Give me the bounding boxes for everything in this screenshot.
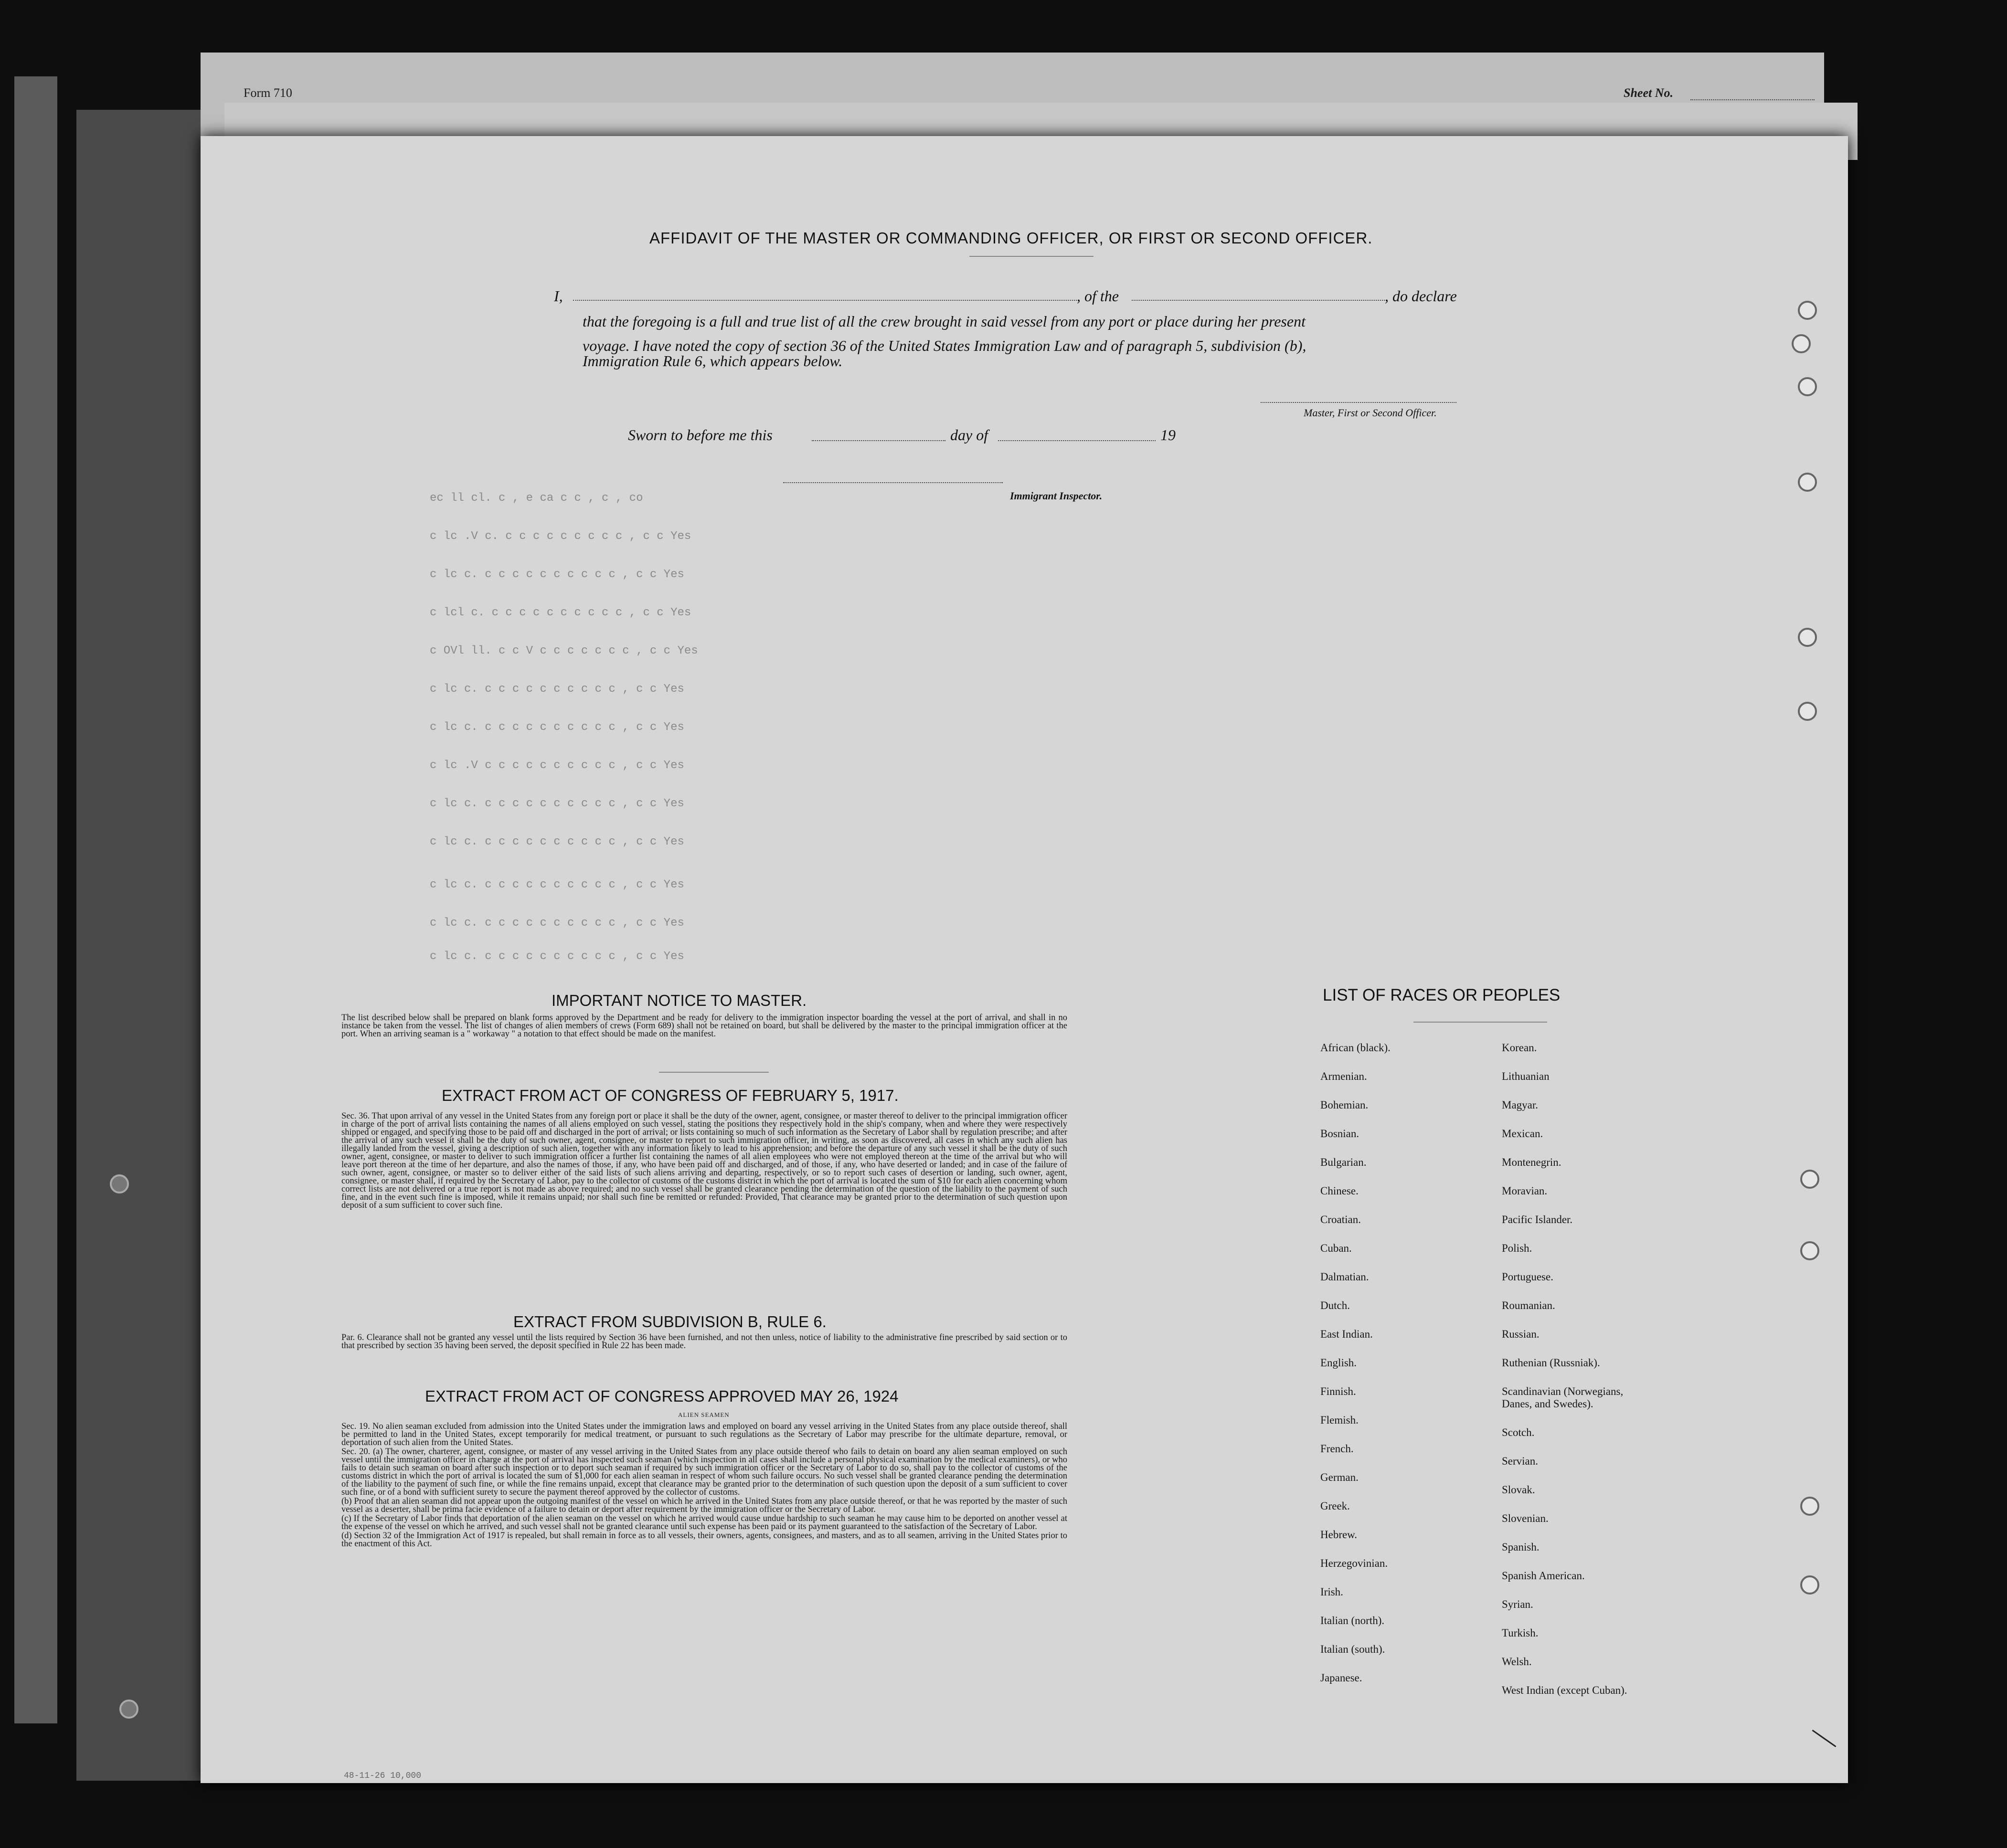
race-item: Roumanian. <box>1502 1299 1555 1311</box>
extract-1924-sec19: Sec. 19. No alien seaman excluded from admission into the United States under the immigration laws and employed on board any vessel arriving in the United States from any place outside thereof, shall be permitted to land in the United States, except temporarily for medical treatment, or pursuant to such regulations as the Secretary of Labor may prescribe for the ultimate departure, removal, or deportation of such alien from the United States. <box>341 1422 1067 1447</box>
races-rule <box>1413 1022 1547 1023</box>
race-item: Scandinavian (Norwegians, <box>1502 1385 1624 1397</box>
race-item: Armenian. <box>1320 1070 1367 1082</box>
extract-1924-sec20d: (d) Section 32 of the Immigration Act of 1917 is repealed, but shall remain in force as to all vessels, their owners, agents, consignees, and masters, and as to all seamen, arriving in the United States prior to the enactment of this Act. <box>341 1531 1067 1549</box>
extract-1924-sec20b: (b) Proof that an alien seaman did not appear upon the outgoing manifest of the vessel on which he arrived in the United States from any place outside thereof, or that he was reported by the master of such vessel as a deserter, shall be prima facie evidence of a failure to detain or deport after requirement by the immigration officer or the Secretary of Labor. <box>341 1497 1067 1514</box>
punch-hole <box>1798 702 1817 721</box>
affidavit-of-the-label: , of the <box>1077 287 1119 305</box>
race-item: Italian (south). <box>1320 1643 1385 1655</box>
punch-hole <box>1798 301 1817 320</box>
sworn-day-label: day of <box>950 426 988 444</box>
race-item: Syrian. <box>1502 1598 1533 1610</box>
extract-1924-subtitle: ALIEN SEAMEN <box>678 1411 730 1418</box>
sworn-day-number-field[interactable] <box>812 440 945 441</box>
affidavit-line-3: voyage. I have noted the copy of section 36 of the United States Immigration Law and of paragraph 5, subdivision (b), <box>583 337 1306 354</box>
print-code: 48-11-26 10,000 <box>344 1771 422 1781</box>
race-item: Russian. <box>1502 1328 1540 1340</box>
extract-rule6-body: Par. 6. Clearance shall not be granted any vessel until the lists required by Section 36 have been furnished, and not then unless, notice of liability to the administrative fine prescribed by said section or to that prescribed by section 35 having been served, the deposit specified in Rule 22 has been made. <box>341 1333 1067 1351</box>
notice-title: IMPORTANT NOTICE TO MASTER. <box>552 992 807 1009</box>
race-item: Croatian. <box>1320 1214 1361 1225</box>
race-item: German. <box>1320 1471 1359 1483</box>
race-item: Dalmatian. <box>1320 1271 1369 1283</box>
punch-hole <box>1798 377 1817 396</box>
race-item: Dutch. <box>1320 1299 1350 1311</box>
affidavit-line-4: Immigration Rule 6, which appears below. <box>583 352 843 370</box>
punch-hole <box>1800 1241 1819 1260</box>
extract-1924-sec20a: Sec. 20. (a) The owner, charterer, agent, consignee, or master of any vessel arriving in the United States from any place outside thereof who fails to detain on board any alien seaman employed on such vessel until the immigration officer in charge at the port of arrival has inspected such seaman (which inspection in all cases shall include a personal physical examination by the medical examiners), or who fails to detain such seaman on board after such inspection or to deport such seaman if required by such immigration officer or the Secretary of Labor to do so, shall pay to the collector of customs of the customs district in which the port of arrival is located the sum of $1,000 for each alien seaman in respect of whom such failure occurs. No such vessel shall be granted clearance pending the determination of the liability to the payment of such fine, or while the fine remains unpaid, except that clearance may be granted prior to the determination of such question upon the deposit of a sum sufficient to cover such fine, or of a bond with sufficient surety to secure the payment thereof approved by the collector of customs. <box>341 1447 1067 1497</box>
inspector-label: Immigrant Inspector. <box>1010 490 1103 502</box>
affidavit-title: AFFIDAVIT OF THE MASTER OR COMMANDING OFFICER, OR FIRST OR SECOND OFFICER. <box>649 229 1373 247</box>
race-item: Scotch. <box>1502 1426 1535 1438</box>
race-item: West Indian (except Cuban). <box>1502 1684 1627 1696</box>
left-binder-strip <box>14 76 57 1723</box>
extract-rule6-title: EXTRACT FROM SUBDIVISION B, RULE 6. <box>513 1313 827 1331</box>
race-item: Polish. <box>1502 1242 1532 1254</box>
race-item: Portuguese. <box>1502 1271 1553 1283</box>
race-item: Danes, and Swedes). <box>1502 1398 1593 1410</box>
punch-hole <box>1800 1170 1819 1189</box>
notice-rule <box>659 1072 769 1073</box>
race-item: Finnish. <box>1320 1385 1356 1397</box>
master-signature-label: Master, First or Second Officer. <box>1304 407 1437 419</box>
title-rule <box>969 256 1094 257</box>
race-item: Turkish. <box>1502 1627 1539 1639</box>
extract-1917-body: Sec. 36. That upon arrival of any vessel in the United States from any foreign port or place it shall be the duty of the owner, agent, consignee, or master thereof to deliver to the principal immigration officer in charge of the port of arrival lists containing the names of all aliens employed on such vessel, stating the positions they respectively hold in the ship's company, when and where they were respectively shipped or engaged, and specifying those to be paid off and discharged in the port of arrival; or lists containing so much of such information as the Secretary of Labor shall by regulation prescribe; and after the arrival of any such vessel it shall be the duty of such owner, agent, consignee, or master to report to such immigration officer, in writing, as soon as discovered, all cases in which any such alien has illegally landed from the vessel, giving a description of such alien, together with any information likely to lead to his apprehension; and before the departure of any such vessel it shall be the duty of such owner, agent, consignee, or master to deliver to such immigration officer a further list containing the names of all alien employees who were not employed thereon at the time of the arrival but who will leave port thereon at the time of her departure, and also the names of those, if any, who have been paid off and discharged, and of those, if any, who have deserted or landed; and in case of the failure of such owner, agent, consignee, or master so to deliver either of the said lists of such aliens arriving and departing, respectively, or so to report such cases of desertion or landing, such owner, agent, consignee, or master shall, if required by the Secretary of Labor, pay to the collector of customs of the customs district in which the port of arrival is located the sum of $10 for each alien concerning whom correct lists are not delivered or a true report is not made as above required; and no such vessel shall be granted clearance pending the determination of the question of the liability to the payment of such fine, and in the event such fine is imposed, while it remains unpaid; nor shall such fine be remitted or refunded: Provided, That clearance may be granted prior to the determination of such question upon deposit of a sum sufficient to cover such fine. <box>341 1111 1067 1210</box>
race-item: Servian. <box>1502 1455 1539 1467</box>
officer-name-field[interactable] <box>573 300 1077 301</box>
race-item: Flemish. <box>1320 1414 1359 1426</box>
underlying-sheet-left <box>76 110 205 1781</box>
form-number: Form 710 <box>244 86 292 100</box>
extract-1924-body <box>341 1423 1067 1549</box>
race-item: Japanese. <box>1320 1672 1362 1684</box>
race-item: English. <box>1320 1357 1357 1369</box>
punch-hole <box>1798 473 1817 492</box>
inspector-signature-field[interactable] <box>783 482 1003 483</box>
race-item: Slovenian. <box>1502 1512 1549 1524</box>
race-item: Hebrew. <box>1320 1529 1358 1541</box>
race-item: Bulgarian. <box>1320 1156 1367 1168</box>
affidavit-i-label: I, <box>554 287 563 305</box>
affidavit-declare-label: , do declare <box>1385 287 1457 305</box>
race-item: African (black). <box>1320 1042 1391 1054</box>
affidavit-line-2: that the foregoing is a full and true list of all the crew brought in said vessel from any port or place during her present <box>583 313 1306 330</box>
race-item: East Indian. <box>1320 1328 1373 1340</box>
sheet-number-label: Sheet No. <box>1624 86 1673 100</box>
race-item: Ruthenian (Russniak). <box>1502 1357 1600 1369</box>
race-item: Mexican. <box>1502 1128 1543 1140</box>
vessel-name-field[interactable] <box>1132 300 1385 301</box>
race-item: Welsh. <box>1502 1656 1532 1668</box>
punch-hole <box>110 1174 129 1193</box>
sheet-number-field <box>1690 99 1815 100</box>
race-item: Montenegrin. <box>1502 1156 1561 1168</box>
race-item: Italian (north). <box>1320 1615 1385 1626</box>
race-item: Irish. <box>1320 1586 1343 1598</box>
race-item: Chinese. <box>1320 1185 1359 1197</box>
race-item: Spanish American. <box>1502 1570 1585 1582</box>
race-item: Korean. <box>1502 1042 1537 1054</box>
race-item: Bosnian. <box>1320 1128 1359 1140</box>
master-signature-field[interactable] <box>1261 402 1456 403</box>
extract-1924-title: EXTRACT FROM ACT OF CONGRESS APPROVED MAY 26, 1924 <box>425 1387 899 1405</box>
punch-hole <box>119 1700 138 1719</box>
race-item: Slovak. <box>1502 1484 1535 1496</box>
extract-1924-sec20c: (c) If the Secretary of Labor finds that deportation of the alien seaman on the vessel on which he arrived would cause undue hardship to such seaman he may cause him to be deported on another vessel at the expense of the vessel on which he arrived, and such vessel shall not be granted clearance until such expense has been paid or its payment guaranteed to the satisfaction of the Secretary of Labor. <box>341 1514 1067 1531</box>
race-item: Moravian. <box>1502 1185 1548 1197</box>
race-item: Magyar. <box>1502 1099 1539 1111</box>
race-item: Greek. <box>1320 1500 1350 1512</box>
notice-body: The list described below shall be prepared on blank forms approved by the Department and be ready for delivery to the immigration inspector boarding the vessel at the port of arrival, and shall in no instance be taken from the vessel. The list of changes of alien members of crews (Form 689) shall not be retained on board, but shall be delivered by the master to the principal immigration officer at the port. When an arriving seaman is a " workaway " a notation to that effect should be made on the manifest. <box>341 1013 1067 1039</box>
race-item: Lithuanian <box>1502 1070 1550 1082</box>
punch-hole <box>1800 1497 1819 1516</box>
extract-1917-title: EXTRACT FROM ACT OF CONGRESS OF FEBRUARY 5, 1917. <box>442 1087 899 1104</box>
race-item: Cuban. <box>1320 1242 1352 1254</box>
sworn-label: Sworn to before me this <box>628 426 773 444</box>
race-item: Pacific Islander. <box>1502 1214 1573 1225</box>
sworn-year-label: 19 <box>1160 426 1176 444</box>
race-item: French. <box>1320 1443 1354 1455</box>
race-item: Spanish. <box>1502 1541 1540 1553</box>
punch-hole <box>1792 334 1811 353</box>
punch-hole <box>1800 1575 1819 1595</box>
punch-hole <box>1798 628 1817 647</box>
sworn-month-field[interactable] <box>998 440 1156 441</box>
races-title: LIST OF RACES OR PEOPLES <box>1323 986 1561 1004</box>
race-item: Bohemian. <box>1320 1099 1369 1111</box>
race-item: Herzegovinian. <box>1320 1557 1388 1569</box>
